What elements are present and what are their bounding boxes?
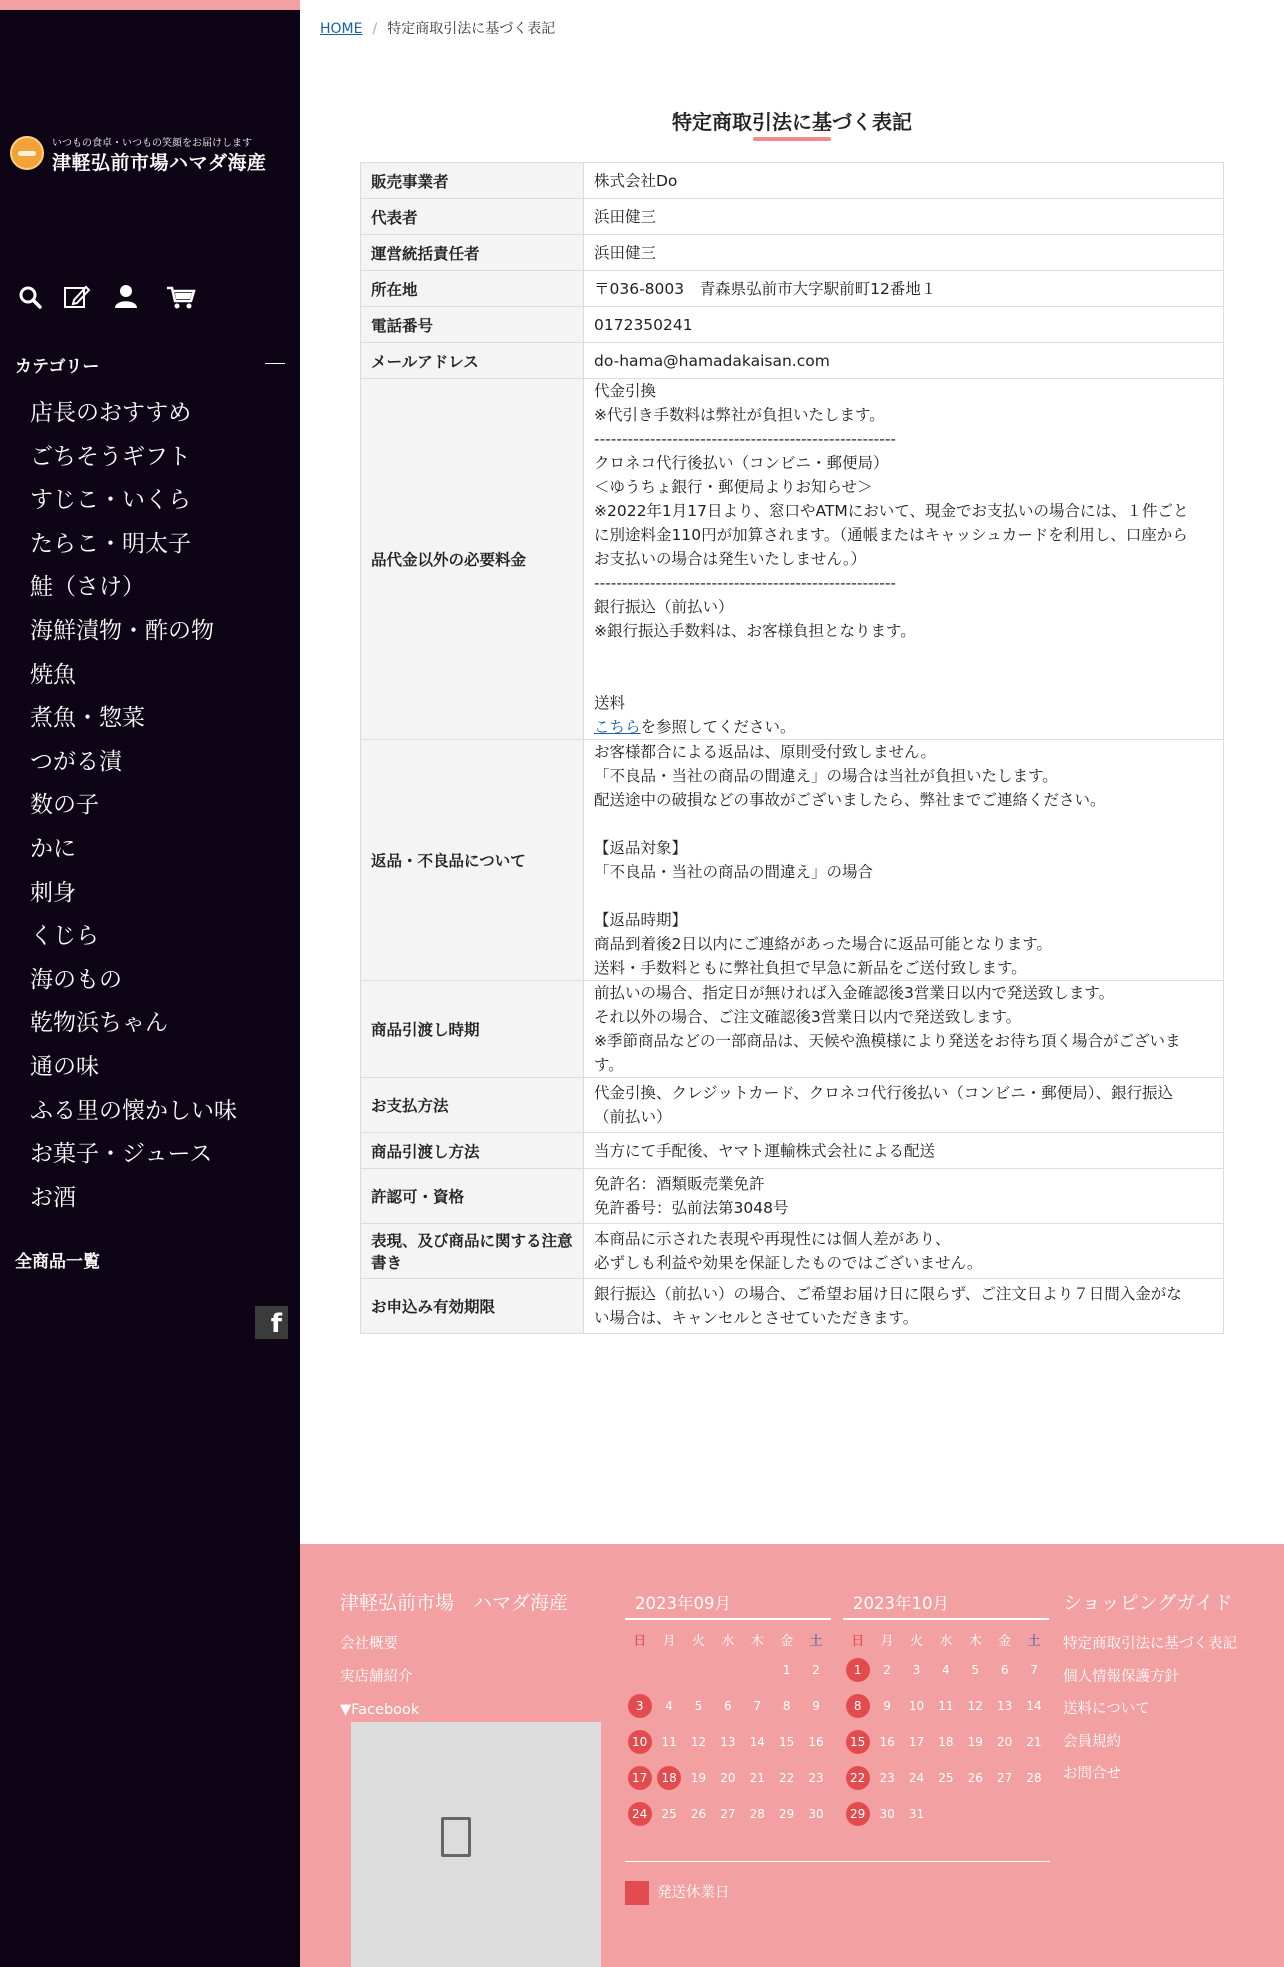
calendar-day: 4: [665, 1699, 673, 1713]
calendar-day: 7: [1030, 1663, 1038, 1677]
footer-link[interactable]: 会社概要: [340, 1636, 398, 1652]
category-item[interactable]: 数の子: [30, 792, 99, 819]
holiday-day: 17: [628, 1766, 652, 1790]
category-item[interactable]: 海鮮漬物・酢の物: [30, 617, 214, 644]
calendar-day: 28: [749, 1807, 765, 1821]
search-icon[interactable]: [16, 282, 46, 312]
calendar-day-cell: [843, 1652, 872, 1688]
weekday-header: 月: [880, 1633, 894, 1649]
info-value-line: 〒036-8003 青森県弘前市大字駅前町12番地１: [594, 279, 937, 298]
calendar-day-cell: [801, 1688, 830, 1724]
footer-link[interactable]: 実店舗紹介: [340, 1668, 413, 1685]
calendar-day-cell: [654, 1796, 683, 1832]
calendar-day-cell: [801, 1652, 830, 1688]
calendar-day: 12: [967, 1699, 983, 1713]
info-value: [584, 271, 1224, 307]
info-row: [361, 307, 1224, 343]
info-value-line: 免許名：酒類販売業免許: [594, 1175, 765, 1193]
info-value-line: 免許番号：弘前法第3048号: [594, 1199, 789, 1217]
weekday-header: 火: [691, 1633, 705, 1649]
calendar-day: 25: [938, 1771, 954, 1785]
calendar-day: 5: [971, 1663, 980, 1677]
info-value-line: 代金引換、クレジットカード、クロネコ代行後払い（コンビニ・郵便局）、銀行振込: [594, 1084, 1174, 1102]
info-row: [361, 343, 1224, 379]
calendar-day: 9: [883, 1699, 891, 1713]
breadcrumb-home[interactable]: HOME: [320, 21, 363, 37]
info-label: 許認可・資格: [361, 1169, 584, 1224]
info-label: 品代金以外の必要料金: [361, 379, 584, 740]
calendar-day: 28: [1026, 1771, 1042, 1785]
calendar-day-cell: [990, 1652, 1019, 1688]
info-value: [584, 379, 1224, 740]
holiday-day: 15: [846, 1730, 870, 1754]
calendar-day: 26: [690, 1807, 707, 1821]
info-value: [584, 343, 1224, 379]
info-row: [361, 1078, 1224, 1133]
facebook-label[interactable]: ▼Facebook: [340, 1702, 420, 1718]
info-label: お支払方法: [361, 1078, 584, 1133]
holiday-day: 3: [628, 1694, 652, 1718]
calendar-day-cell: [1019, 1688, 1048, 1724]
logo-tagline: いつもの食卓・いつもの笑顔をお届けします: [52, 138, 252, 149]
info-value-line: 送料: [594, 694, 626, 712]
calendar-day: 30: [808, 1807, 824, 1821]
calendar-blank: [684, 1652, 713, 1688]
calendar-day-cell: [684, 1688, 713, 1724]
calendar-day-cell: [772, 1760, 801, 1796]
calendar-day: 21: [1026, 1735, 1042, 1749]
calendar-day-cell: [931, 1724, 960, 1760]
legal-info-table: [360, 162, 1224, 1334]
calendar-day: 19: [967, 1735, 983, 1749]
calendar-day-cell: [902, 1724, 931, 1760]
info-row: [361, 981, 1224, 1078]
info-value-line: ※代引き手数料は弊社が負担いたします。: [594, 406, 885, 424]
info-value-line: 【返品対象】: [594, 839, 688, 857]
info-value: [584, 1133, 1224, 1169]
calendar-day: 7: [753, 1699, 762, 1713]
calendar-day: 25: [661, 1807, 677, 1821]
calendar-day: 22: [779, 1771, 795, 1785]
info-row: [361, 1169, 1224, 1224]
info-value-line: 商品到着後2日以内にご連絡があった場合に返品可能となります。: [594, 935, 1052, 953]
info-value-line: お支払いの場合は発生いたしません。）: [594, 550, 867, 568]
calendar-october: [843, 1594, 1049, 1832]
calendar-day-cell: [1019, 1724, 1048, 1760]
info-label: 返品・不良品について: [361, 740, 584, 981]
calendar-day-cell: [961, 1724, 990, 1760]
shopping-guide-title: ショッピングガイド: [1063, 1592, 1233, 1614]
calendar-day-cell: [772, 1652, 801, 1688]
category-item[interactable]: かに: [30, 835, 76, 862]
calendar-day-cell: [625, 1796, 654, 1832]
info-value-line: 「不良品・当社の商品の間違え」の場合: [594, 863, 874, 881]
logo-name: 津軽弘前市場ハマダ海産: [52, 152, 267, 174]
info-value-line: ------------------------------------------------------: [594, 430, 897, 448]
calendar-day: 17: [908, 1735, 925, 1749]
info-value: [584, 199, 1224, 235]
calendar-day: 5: [694, 1699, 703, 1713]
calendar-day-cell: [625, 1760, 654, 1796]
info-label: 代表者: [361, 199, 584, 235]
calendar-day: 26: [967, 1771, 983, 1785]
info-value-line: 0172350241: [594, 315, 693, 334]
calendar-grid: [843, 1626, 1049, 1832]
calendar-day-cell: [772, 1796, 801, 1832]
calendar-day: 20: [720, 1771, 736, 1785]
info-value-line: それ以外の場合、ご注文確認後3営業日以内で発送致します。: [594, 1008, 1022, 1026]
category-item[interactable]: ごちそうギフト: [30, 443, 191, 470]
calendar-month-title: 2023年09月: [625, 1594, 831, 1620]
calendar-day: 23: [879, 1771, 895, 1785]
calendar-day-cell: [990, 1724, 1019, 1760]
facebook-embed[interactable]: [351, 1722, 601, 1967]
calendar-day-cell: [902, 1688, 931, 1724]
calendar-day-cell: [931, 1760, 960, 1796]
holiday-day: 1: [846, 1658, 870, 1682]
weekday-header: 金: [780, 1633, 794, 1649]
calendar-day: 30: [879, 1807, 895, 1821]
calendar-day-cell: [625, 1724, 654, 1760]
info-label: 商品引渡し方法: [361, 1133, 584, 1169]
info-value-line: 「不良品・当社の商品の間違え」の場合は当社が負担いたします。: [594, 767, 1058, 785]
calendar-day-cell: [654, 1724, 683, 1760]
holiday-day: 18: [657, 1766, 681, 1790]
info-value: [584, 307, 1224, 343]
calendar-day-cell: [801, 1760, 830, 1796]
holiday-day: 8: [846, 1694, 870, 1718]
calendar-day: 15: [779, 1735, 795, 1749]
sidebar: [0, 0, 300, 1967]
calendar-day-cell: [654, 1688, 683, 1724]
calendar-day-cell: [872, 1796, 901, 1832]
weekday-header: 土: [1027, 1633, 1041, 1649]
info-label: 電話番号: [361, 307, 584, 343]
info-value-line: 代金引換: [594, 382, 657, 400]
holiday-day: 24: [628, 1802, 652, 1826]
calendar-day-cell: [961, 1688, 990, 1724]
info-row: [361, 235, 1224, 271]
shipping-link[interactable]: こちら: [594, 718, 641, 736]
info-row: [361, 740, 1224, 981]
edit-icon[interactable]: [62, 282, 92, 312]
info-value: [584, 1078, 1224, 1133]
info-value-line: 浜田健三: [594, 207, 657, 226]
calendar-day-cell: [801, 1796, 830, 1832]
calendar-day: 14: [1026, 1699, 1042, 1713]
calendar-day-cell: [713, 1760, 742, 1796]
shopping-guide-link[interactable]: 会員規約: [1063, 1733, 1121, 1750]
calendar-day-cell: [961, 1760, 990, 1796]
info-value-line: 浜田健三: [594, 243, 657, 262]
shopping-guide-link[interactable]: 特定商取引法に基づく表記: [1063, 1636, 1237, 1652]
info-value-line: 株式会社Do: [594, 171, 678, 190]
broken-document-icon: [441, 1817, 471, 1857]
info-row: [361, 271, 1224, 307]
category-item[interactable]: 煮魚・惣菜: [30, 705, 145, 732]
all-items-link[interactable]: 全商品一覧: [15, 1252, 100, 1272]
info-label: 所在地: [361, 271, 584, 307]
breadcrumb: [320, 18, 555, 38]
info-value-line: ※季節商品などの一部商品は、天候や漁模様により発送をお待ち頂く場合がございま: [594, 1032, 1181, 1050]
calendar-day-cell: [843, 1760, 872, 1796]
holiday-day: 29: [846, 1802, 870, 1826]
info-row: [361, 163, 1224, 199]
calendar-divider: [625, 1861, 1050, 1862]
calendar-grid: [625, 1626, 831, 1832]
info-label: 商品引渡し時期: [361, 981, 584, 1078]
calendar-legend: [625, 1881, 730, 1905]
info-row: [361, 199, 1224, 235]
footer-links: [340, 1634, 413, 1699]
site-logo[interactable]: [10, 134, 267, 174]
category-item[interactable]: 海のもの: [30, 966, 122, 993]
calendar-day: 14: [749, 1735, 765, 1749]
info-value: [584, 1169, 1224, 1224]
weekday-header: 木: [750, 1633, 764, 1649]
info-value-line: す。: [594, 1056, 624, 1074]
category-item[interactable]: お菓子・ジュース: [30, 1141, 213, 1168]
category-item[interactable]: ふる里の懐かしい味: [30, 1097, 237, 1124]
calendar-day-cell: [872, 1688, 901, 1724]
calendar-day: 19: [690, 1771, 707, 1785]
category-item[interactable]: たらこ・明太子: [30, 530, 191, 557]
calendar-day: 31: [908, 1807, 925, 1821]
calendar-day-cell: [713, 1796, 742, 1832]
collapse-icon[interactable]: [265, 363, 285, 364]
info-label: メールアドレス: [361, 343, 584, 379]
info-value-line: ※銀行振込手数料は、お客様負担となります。: [594, 622, 916, 640]
info-value-line: [594, 884, 1213, 908]
weekday-header: 火: [909, 1633, 923, 1649]
calendar-day-cell: [902, 1652, 931, 1688]
info-value-line: do-hama@hamadakaisan.com: [594, 351, 830, 370]
calendar-day: 21: [749, 1771, 765, 1785]
calendar-day-cell: [902, 1760, 931, 1796]
info-value: [584, 1224, 1224, 1279]
calendar-day-cell: [743, 1760, 772, 1796]
info-value-line: い場合は、キャンセルとさせていただきます。: [594, 1309, 919, 1327]
calendar-day-cell: [1019, 1760, 1048, 1796]
calendar-day-cell: [872, 1760, 901, 1796]
category-item[interactable]: すじこ・いくら: [30, 487, 191, 514]
calendar-day: 20: [997, 1735, 1013, 1749]
info-label: 運営統括責任者: [361, 235, 584, 271]
info-value: [584, 163, 1224, 199]
cart-icon[interactable]: [166, 282, 196, 312]
calendar-day: 2: [883, 1663, 891, 1677]
calendar-day: 11: [661, 1735, 677, 1749]
holiday-day: 22: [846, 1766, 870, 1790]
calendar-day-cell: [772, 1688, 801, 1724]
info-value-line: 当方にて手配後、ヤマト運輸株式会社による配送: [594, 1141, 936, 1160]
info-value-line: クロネコ代行後払い（コンビニ・郵便局）: [594, 454, 889, 472]
weekday-header: 月: [662, 1633, 676, 1649]
info-value-line: [594, 812, 1213, 836]
calendar-day: 24: [908, 1771, 925, 1785]
calendar-day-cell: [843, 1796, 872, 1832]
category-heading[interactable]: [15, 352, 285, 377]
calendar-blank: [625, 1652, 654, 1688]
calendar-day: 13: [997, 1699, 1013, 1713]
calendar-day: 3: [912, 1663, 921, 1677]
calendar-day-cell: [743, 1724, 772, 1760]
calendar-day: 8: [782, 1699, 791, 1713]
info-value-line: （前払い）: [594, 1108, 672, 1126]
info-value-line: [594, 643, 1213, 667]
weekday-header: 水: [939, 1633, 953, 1649]
calendar-day-cell: [872, 1724, 901, 1760]
info-value-line: 前払いの場合、指定日が無ければ入金確認後3営業日以内で発送致します。: [594, 984, 1115, 1002]
calendar-day: 2: [812, 1663, 820, 1677]
category-heading-label: カテゴリー: [15, 357, 100, 377]
logo-mark-icon: [10, 136, 44, 170]
weekday-header: 金: [998, 1633, 1012, 1649]
category-item[interactable]: つがる漬: [30, 748, 122, 775]
category-item[interactable]: お酒: [30, 1184, 76, 1211]
holiday-swatch: [625, 1881, 649, 1905]
info-label: お申込み有効期限: [361, 1279, 584, 1334]
category-item[interactable]: 鮭（さけ）: [30, 574, 145, 601]
page-title: 特定商取引法に基づく表記: [672, 110, 912, 134]
calendar-day: 29: [779, 1807, 795, 1821]
calendar-day-cell: [1019, 1652, 1048, 1688]
calendar-blank: [743, 1652, 772, 1688]
footer-shop-name: 津軽弘前市場 ハマダ海産: [340, 1592, 569, 1614]
info-value-line: 【返品時期】: [594, 911, 688, 929]
weekday-header: 水: [721, 1633, 735, 1649]
info-value-line: ＜ゆうちょ銀行・郵便局よりお知らせ＞: [594, 478, 873, 496]
calendar-day: 6: [724, 1699, 732, 1713]
weekday-header: 土: [809, 1633, 823, 1649]
calendar-day: 4: [942, 1663, 950, 1677]
calendar-day: 27: [997, 1771, 1013, 1785]
info-value: [584, 1279, 1224, 1334]
info-value-line: に別途料金110円が加算されます。（通帳またはキャッシュカードを利用し、口座から: [594, 526, 1188, 544]
calendar-day-cell: [961, 1652, 990, 1688]
calendar-day: 23: [808, 1771, 824, 1785]
category-item[interactable]: 店長のおすすめ: [30, 400, 192, 426]
calendar-day-cell: [713, 1688, 742, 1724]
calendar-day-cell: [843, 1688, 872, 1724]
info-value-line: 配送途中の破損などの事故がございましたら、弊社までご連絡ください。: [594, 791, 1106, 809]
info-value-line: お客様都合による返品は、原則受付致しません。: [594, 743, 936, 761]
calendar-day-cell: [990, 1688, 1019, 1724]
category-item[interactable]: 刺身: [30, 879, 76, 906]
holiday-day: 10: [628, 1730, 652, 1754]
facebook-icon[interactable]: f: [255, 1306, 288, 1339]
breadcrumb-current: 特定商取引法に基づく表記: [387, 21, 556, 37]
weekday-header: 日: [633, 1633, 647, 1649]
category-item[interactable]: 通の味: [30, 1053, 99, 1080]
shipping-link-suffix: を参照してください。: [640, 718, 796, 736]
calendar-day-cell: [801, 1724, 830, 1760]
calendar-day-cell: [872, 1652, 901, 1688]
calendar-day-cell: [654, 1760, 683, 1796]
info-value-line: 本商品に示された表現や再現性には個人差があり、: [594, 1230, 951, 1248]
calendar-day: 6: [1000, 1663, 1009, 1677]
info-value: [584, 740, 1224, 981]
category-item[interactable]: 乾物浜ちゃん: [30, 1010, 168, 1037]
calendar-day-cell: [743, 1688, 772, 1724]
shopping-guide-link[interactable]: 個人情報保護方針: [1063, 1668, 1179, 1685]
calendar-september: [625, 1594, 831, 1832]
calendar-month-title: 2023年10月: [843, 1594, 1049, 1620]
calendar-day: 27: [720, 1807, 736, 1821]
calendar-day: 10: [908, 1699, 925, 1713]
breadcrumb-separator: /: [372, 21, 378, 37]
calendar-day-cell: [684, 1724, 713, 1760]
title-underline: [753, 137, 831, 141]
info-value: [584, 235, 1224, 271]
info-value: [584, 981, 1224, 1078]
calendar-day: 16: [879, 1735, 895, 1749]
info-value-line: [594, 667, 1213, 691]
category-list: [30, 392, 237, 1220]
info-row: [361, 379, 1224, 740]
info-value-line: 銀行振込（前払い）の場合、ご希望お届け日に限らず、ご注文日より７日間入金がな: [594, 1285, 1182, 1303]
info-row: [361, 1224, 1224, 1279]
category-item[interactable]: 焼魚: [30, 661, 76, 688]
calendar-day: 12: [690, 1735, 707, 1749]
legend-label: 発送休業日: [657, 1885, 730, 1901]
calendar-day: 9: [812, 1699, 820, 1713]
calendar-blank: [654, 1652, 683, 1688]
calendar-day-cell: [990, 1760, 1019, 1796]
calendar-day-cell: [684, 1760, 713, 1796]
shopping-guide-link[interactable]: 送料について: [1063, 1701, 1150, 1717]
info-label: 販売事業者: [361, 163, 584, 199]
calendar-day: 1: [782, 1663, 791, 1677]
info-value-line: 必ずしも利益や効果を保証したものではございません。: [594, 1254, 983, 1272]
weekday-header: 木: [968, 1633, 982, 1649]
info-label: 表現、及び商品に関する注意書き: [361, 1224, 584, 1279]
calendar-day-cell: [931, 1652, 960, 1688]
calendar-day: 11: [938, 1699, 954, 1713]
calendar-day-cell: [625, 1688, 654, 1724]
calendar-blank: [713, 1652, 742, 1688]
info-value-line: ------------------------------------------------------: [594, 574, 897, 592]
calendar-day-cell: [713, 1724, 742, 1760]
calendar-day: 13: [720, 1735, 736, 1749]
calendar-day: 18: [938, 1735, 954, 1749]
calendar-day-cell: [902, 1796, 931, 1832]
calendar-day: 16: [808, 1735, 824, 1749]
user-icon[interactable]: [112, 282, 142, 312]
calendar-day-cell: [684, 1796, 713, 1832]
info-value-line: ※2022年1月17日より、窓口やATMにおいて、現金でお支払いの場合には、１件ごと: [594, 502, 1189, 520]
sidebar-top-bar: [0, 0, 300, 10]
calendar-day-cell: [772, 1724, 801, 1760]
info-row: [361, 1279, 1224, 1334]
shopping-guide-links: [1063, 1634, 1237, 1797]
footer: [300, 1544, 1284, 1967]
category-item[interactable]: くじら: [30, 923, 99, 950]
shopping-guide-link[interactable]: お問合せ: [1063, 1766, 1121, 1782]
weekday-header: 日: [851, 1633, 865, 1649]
calendar-day-cell: [931, 1688, 960, 1724]
calendar-day-cell: [743, 1796, 772, 1832]
calendar-day-cell: [843, 1724, 872, 1760]
info-value-line: 送料・手数料ともに弊社負担で早急に新品をご送付致します。: [594, 959, 1027, 977]
shipping-reference-line: [594, 715, 1213, 739]
info-row: [361, 1133, 1224, 1169]
info-value-line: 銀行振込（前払い）: [594, 598, 734, 616]
